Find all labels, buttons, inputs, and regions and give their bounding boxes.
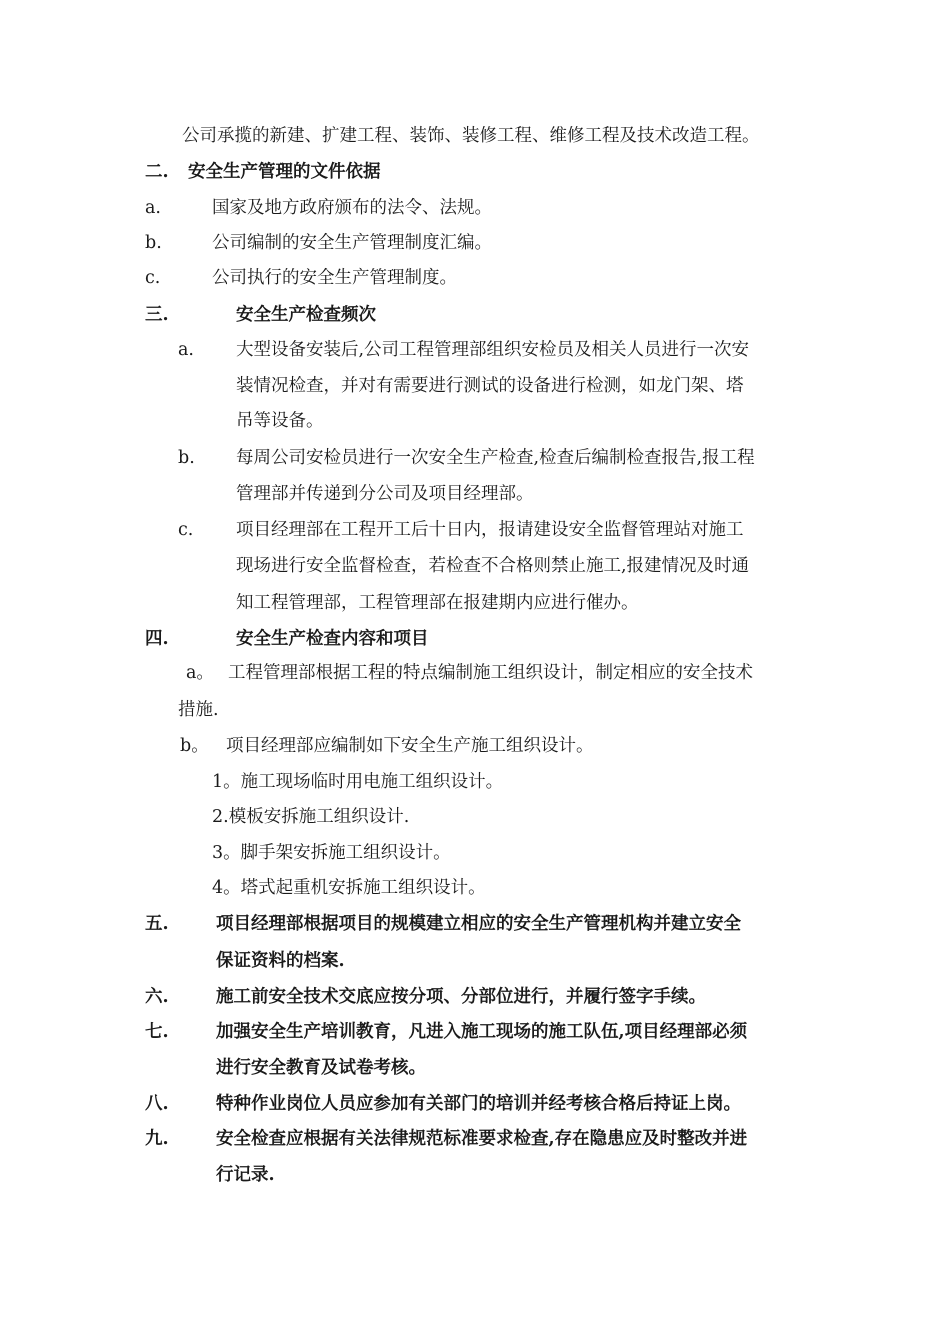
section-5-line-2: 保证资料的档案. bbox=[216, 951, 345, 971]
section-2-number: 二. bbox=[145, 162, 169, 182]
s3-item-a-line-1: 大型设备安装后,公司工程管理部组织安检员及相关人员进行一次安 bbox=[236, 340, 750, 360]
s3-item-c-line-3: 知工程管理部，工程管理部在报建期内应进行催办。 bbox=[236, 593, 639, 613]
section-4-title: 安全生产检查内容和项目 bbox=[236, 629, 429, 649]
section-7-line-2: 进行安全教育及试卷考核。 bbox=[216, 1058, 426, 1078]
s3-item-b-mark: b. bbox=[178, 448, 195, 468]
section-3-number: 三. bbox=[145, 305, 169, 325]
s3-item-b-line-2: 管理部并传递到分公司及项目经理部。 bbox=[236, 484, 534, 504]
section-4-number: 四. bbox=[145, 629, 169, 649]
s2-item-b-text: 公司编制的安全生产管理制度汇编。 bbox=[212, 233, 492, 253]
s4-sub-item-2: 2.模板安拆施工组织设计. bbox=[212, 807, 410, 827]
section-6-number: 六. bbox=[145, 987, 169, 1007]
section-2-title: 安全生产管理的文件依据 bbox=[188, 162, 381, 182]
s2-item-c-mark: c. bbox=[145, 268, 161, 288]
s3-item-c-mark: c. bbox=[178, 520, 194, 540]
section-9-number: 九. bbox=[145, 1129, 169, 1149]
section-3-title: 安全生产检查频次 bbox=[236, 305, 376, 325]
s4-sub-item-1: 1。施工现场临时用电施工组织设计。 bbox=[212, 772, 504, 792]
s3-item-c-line-2: 现场进行安全监督检查，若检查不合格则禁止施工,报建情况及时通 bbox=[236, 556, 750, 576]
s3-item-a-line-2: 装情况检查，并对有需要进行测试的设备进行检测，如龙门架、塔 bbox=[236, 376, 744, 396]
s2-item-a-text: 国家及地方政府颁布的法令、法规。 bbox=[212, 198, 492, 218]
section-9-line-2: 行记录. bbox=[216, 1165, 275, 1185]
section-9-line-1: 安全检查应根据有关法律规范标准要求检查,存在隐患应及时整改并进 bbox=[216, 1129, 748, 1149]
s3-item-a-mark: a. bbox=[178, 340, 194, 360]
s3-item-a-line-3: 吊等设备。 bbox=[236, 411, 324, 431]
s4-item-a-line-1: 工程管理部根据工程的特点编制施工组织设计，制定相应的安全技术 bbox=[228, 663, 753, 683]
section-5-line-1: 项目经理部根据项目的规模建立相应的安全生产管理机构并建立安全 bbox=[216, 914, 741, 934]
s4-item-a-line-2: 措施. bbox=[178, 700, 219, 720]
s2-item-b-mark: b. bbox=[145, 233, 162, 253]
section-7-number: 七. bbox=[145, 1022, 169, 1042]
s4-sub-item-3: 3。脚手架安拆施工组织设计。 bbox=[212, 843, 451, 863]
intro-line: 公司承揽的新建、扩建工程、装饰、装修工程、维修工程及技术改造工程。 bbox=[182, 126, 760, 146]
s2-item-c-text: 公司执行的安全生产管理制度。 bbox=[212, 268, 457, 288]
s4-item-a-mark: a。 bbox=[186, 663, 214, 683]
s3-item-b-line-1: 每周公司安检员进行一次安全生产检查,检查后编制检查报告,报工程 bbox=[236, 448, 755, 468]
s4-item-b-text: 项目经理部应编制如下安全生产施工组织设计。 bbox=[226, 736, 594, 756]
section-5-number: 五. bbox=[145, 914, 169, 934]
section-6-line-1: 施工前安全技术交底应按分项、分部位进行，并履行签字手续。 bbox=[216, 987, 706, 1007]
section-8-number: 八. bbox=[145, 1094, 169, 1114]
section-7-line-1: 加强安全生产培训教育，凡进入施工现场的施工队伍,项目经理部必须 bbox=[216, 1022, 748, 1042]
s3-item-c-line-1: 项目经理部在工程开工后十日内，报请建设安全监督管理站对施工 bbox=[236, 520, 744, 540]
s4-sub-item-4: 4。塔式起重机安拆施工组织设计。 bbox=[212, 878, 486, 898]
s2-item-a-mark: a. bbox=[145, 198, 161, 218]
s4-item-b-mark: b。 bbox=[180, 736, 209, 756]
section-8-line-1: 特种作业岗位人员应参加有关部门的培训并经考核合格后持证上岗。 bbox=[216, 1094, 741, 1114]
